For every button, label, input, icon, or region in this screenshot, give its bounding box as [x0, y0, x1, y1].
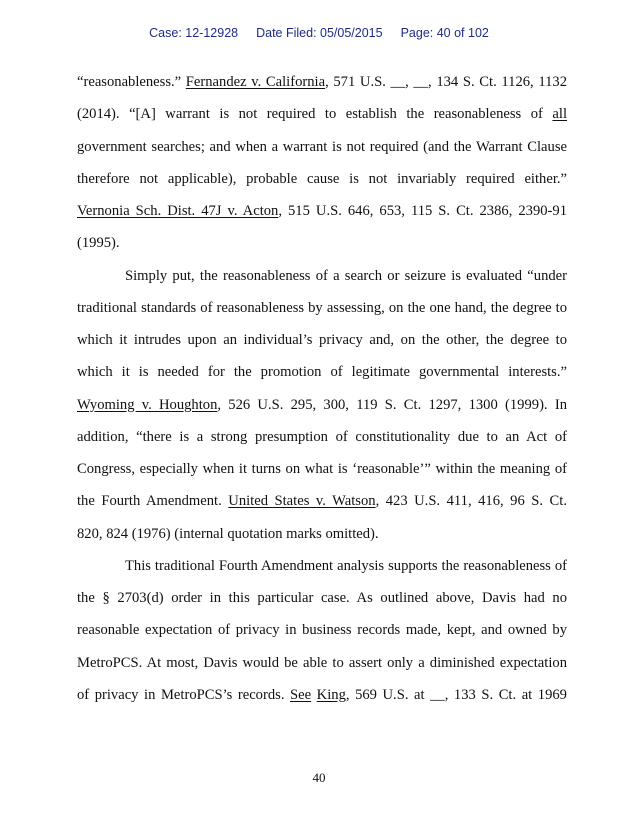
text-line — [77, 389, 567, 421]
text-line — [77, 614, 567, 646]
case-citation: Vernonia Sch. Dist. 47J v. Acton — [77, 203, 279, 219]
text-segment: therefore not applicable), probable cause is not invariably required either.” — [77, 170, 567, 187]
text-line — [77, 647, 567, 679]
document-body — [77, 66, 567, 711]
text-segment: Simply put, the reasonableness of a search or seizure is evaluated “under — [125, 267, 567, 284]
text-segment: addition, “there is a strong presumption of constitutionality due to an Act of — [77, 428, 567, 445]
page-number: 40 — [312, 770, 326, 785]
text-segment: , 571 U.S. __, __, 134 S. Ct. 1126, 1132 — [325, 74, 567, 90]
text-segment: , 526 U.S. 295, 300, 119 S. Ct. 1297, 1300 (1999). In — [217, 396, 567, 413]
case-number: Case: 12-12928 — [149, 26, 239, 40]
text-line — [77, 98, 567, 130]
text-segment: (2014). “[A] warrant is not required to establish the reasonableness of — [77, 106, 553, 123]
text-segment: MetroPCS. At most, Davis would be able to assert only a diminished expectation — [77, 654, 567, 671]
case-citation: See — [290, 686, 312, 703]
case-citation: all — [552, 106, 567, 123]
page-indicator: Page: 40 of 102 — [400, 26, 489, 40]
text-line — [77, 195, 567, 227]
text-segment: “reasonableness.” — [77, 74, 186, 90]
case-citation: Fernandez v. California — [185, 74, 326, 90]
text-segment: (1995). — [77, 235, 120, 252]
text-line — [77, 421, 567, 453]
case-citation: King — [316, 686, 346, 703]
text-segment: which it intrudes upon an individual’s privacy and, on the other, the degree to — [77, 332, 567, 348]
text-segment: , 423 U.S. 411, 416, 96 S. Ct. — [375, 493, 567, 510]
text-segment: traditional standards of reasonableness by assessing, on the one hand, the degree to — [77, 299, 567, 316]
text-line — [77, 260, 567, 292]
text-segment: , 569 U.S. at __, 133 S. Ct. at 1969 — [345, 686, 567, 703]
text-segment: of privacy in MetroPCS’s records. — [77, 686, 291, 703]
case-citation: United States v. Watson — [228, 493, 376, 510]
text-line — [77, 485, 567, 517]
text-line — [77, 324, 567, 356]
text-line — [77, 550, 567, 582]
text-segment: which it is needed for the promotion of legitimate governmental interests.” — [77, 364, 567, 381]
text-segment: 820, 824 (1976) (internal quotation marks omitted). — [77, 525, 379, 542]
text-line — [77, 292, 567, 324]
text-line — [77, 163, 567, 195]
text-line — [77, 518, 567, 550]
case-header — [0, 26, 638, 40]
date-filed: Date Filed: 05/05/2015 — [256, 26, 383, 40]
case-citation: Wyoming v. Houghton — [77, 396, 218, 413]
text-line — [77, 66, 567, 98]
text-segment: This traditional Fourth Amendment analysis supports the reasonableness of — [125, 557, 567, 574]
text-line — [77, 356, 567, 388]
text-segment: the Fourth Amendment. — [77, 493, 229, 510]
text-line — [77, 227, 567, 259]
text-line — [77, 582, 567, 614]
text-segment: Congress, especially when it turns on what is ‘reasonable’” within the meaning of — [77, 461, 567, 477]
text-line — [77, 679, 567, 711]
text-line — [77, 453, 567, 485]
text-segment: government searches; and when a warrant is not required (and the Warrant Clause — [77, 138, 567, 155]
text-line — [77, 131, 567, 163]
text-segment: the § 2703(d) order in this particular case. As outlined above, Davis had no — [77, 590, 567, 606]
text-segment: , 515 U.S. 646, 653, 115 S. Ct. 2386, 2390-91 — [278, 203, 567, 219]
text-segment: reasonable expectation of privacy in business records made, kept, and owned by — [77, 622, 567, 639]
